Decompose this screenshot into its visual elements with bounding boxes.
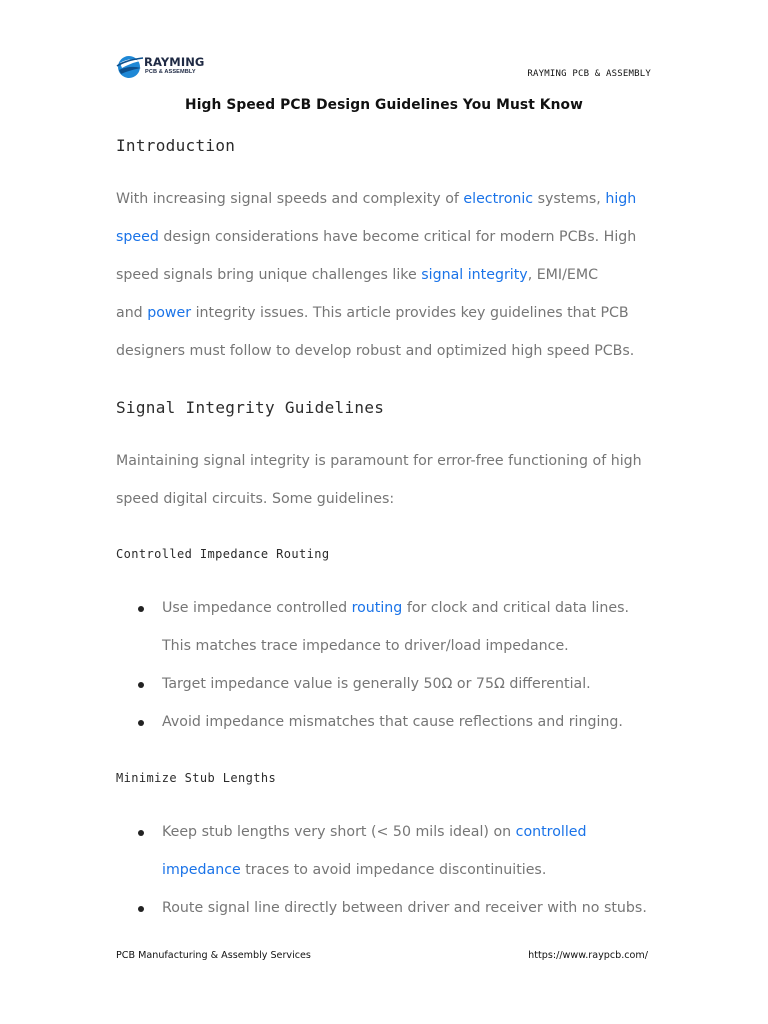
signal-integrity-heading: Signal Integrity Guidelines — [116, 398, 385, 417]
signal-integrity-link[interactable]: signal integrity — [421, 267, 528, 283]
intro-text: With increasing signal speeds and complexity of — [116, 191, 464, 207]
logo-name: RAYMING — [144, 55, 205, 69]
routing-link[interactable]: routing — [351, 600, 403, 616]
electronic-link[interactable]: electronic — [463, 191, 534, 207]
list-item — [162, 813, 587, 889]
intro-line-1 — [116, 180, 636, 218]
controlled-impedance-heading: Controlled Impedance Routing — [116, 547, 330, 561]
intro-line-5: designers must follow to develop robust and optimized high speed PCBs. — [116, 343, 635, 359]
intro-line-4 — [116, 294, 636, 332]
list-text: for clock and critical data lines. — [402, 600, 629, 616]
intro-text: integrity issues. This article provides key guidelines that PCB — [191, 305, 629, 321]
logo-subtitle: PCB & ASSEMBLY — [145, 69, 196, 75]
list-text: traces to avoid impedance discontinuities. — [240, 862, 547, 878]
list-item-line: Route signal line directly between driver and receiver with no stubs. — [162, 900, 647, 916]
header-company-name: RAYMING PCB & ASSEMBLY — [527, 69, 651, 79]
bullet-icon — [138, 830, 144, 836]
intro-text: design considerations have become critical for modern PCBs. High — [158, 229, 637, 245]
high-speed-link-continued[interactable]: speed — [116, 229, 159, 245]
intro-text: , EMI/EMC — [527, 267, 599, 283]
bullet-icon — [138, 906, 144, 912]
list-item — [162, 703, 623, 741]
document-title: High Speed PCB Design Guidelines You Must Know — [185, 97, 583, 113]
si-line-1: Maintaining signal integrity is paramount for error-free functioning of high — [116, 453, 642, 469]
list-item — [162, 889, 647, 927]
intro-text: and — [116, 305, 148, 321]
rayming-logo — [116, 50, 216, 82]
signal-integrity-paragraph — [116, 442, 642, 518]
controlled-impedance-link-continued[interactable]: impedance — [162, 862, 241, 878]
intro-line-3 — [116, 256, 636, 294]
list-item — [162, 589, 629, 665]
list-item — [162, 665, 591, 703]
list-item-line — [162, 813, 587, 851]
footer-website-link[interactable]: https://www.raypcb.com/ — [528, 950, 648, 961]
list-item-line: This matches trace impedance to driver/load impedance. — [162, 638, 569, 654]
controlled-impedance-link[interactable]: controlled — [515, 824, 587, 840]
list-item-line — [162, 589, 629, 627]
bullet-icon — [138, 720, 144, 726]
stub-lengths-heading: Minimize Stub Lengths — [116, 771, 277, 785]
footer-services-text: PCB Manufacturing & Assembly Services — [116, 950, 311, 961]
introduction-heading: Introduction — [116, 136, 236, 155]
list-text: Use impedance controlled — [162, 600, 352, 616]
intro-text: systems, — [533, 191, 606, 207]
power-link[interactable]: power — [147, 305, 192, 321]
high-speed-link[interactable]: high — [605, 191, 637, 207]
bullet-icon — [138, 606, 144, 612]
intro-line-2 — [116, 218, 636, 256]
list-item-line — [162, 851, 587, 889]
list-item-line: Target impedance value is generally 50Ω or 75Ω differential. — [162, 676, 591, 692]
intro-text: speed signals bring unique challenges like — [116, 267, 422, 283]
bullet-icon — [138, 682, 144, 688]
si-line-2: speed digital circuits. Some guidelines: — [116, 491, 395, 507]
list-item-line: Avoid impedance mismatches that cause reflections and ringing. — [162, 714, 623, 730]
list-text: Keep stub lengths very short (< 50 mils ideal) on — [162, 824, 516, 840]
introduction-paragraph — [116, 180, 636, 370]
rayming-globe-icon — [116, 52, 144, 82]
